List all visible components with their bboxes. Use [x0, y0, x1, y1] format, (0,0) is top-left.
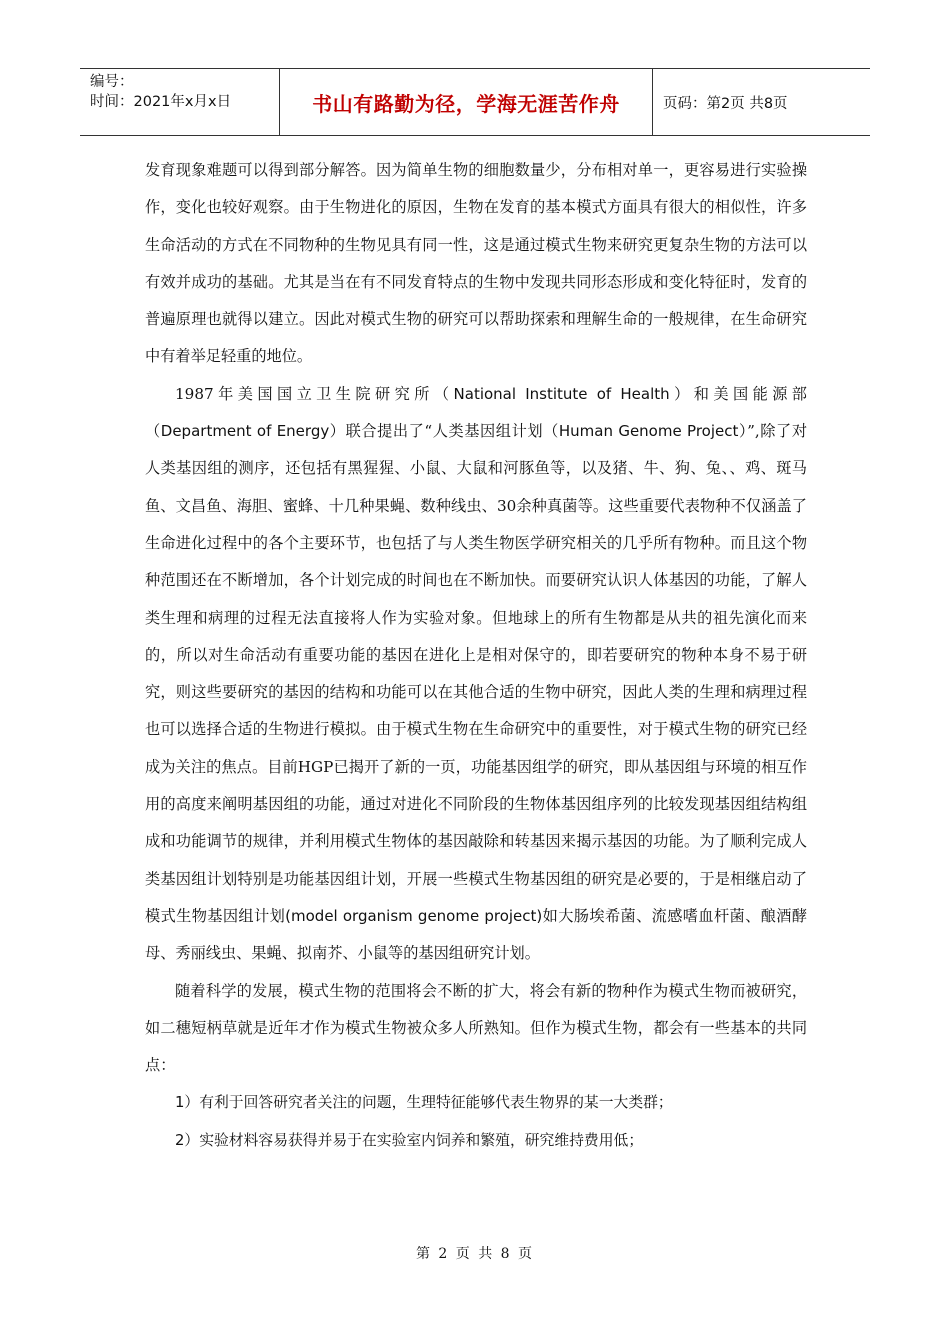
document-body [145, 152, 807, 1159]
header-page-info: 页码：第2页 共8页 [663, 95, 788, 112]
page-footer: 第 2 页 共 8 页 [415, 1246, 535, 1262]
header-table [80, 68, 870, 136]
document-date: 时间：2021年x月x日 [90, 94, 232, 110]
paragraph-2 [145, 376, 807, 973]
org-name-doe: Department of Energy [160, 422, 330, 441]
paragraph-2-text-i: 如大肠埃希菌、流感嗜血杆菌、酿酒酵母、秀丽线虫、果蝇、拟南芥、小鼠等的基因组研究计划。 [145, 906, 808, 963]
document-code-label: 编号： [90, 74, 134, 90]
header-meta-cell [80, 69, 280, 135]
paragraph-2-text-g: ）”,除了对人类基因组的测序，还包括有黑猩猩、小鼠、大鼠和河豚鱼等，以及猪、牛、狗、兔、、鸡、斑马鱼、文昌鱼、海胆、蜜蜂、十几种果蝇、数种线虫、30余种真菌等。这些重要代表物种不仅涵盖了生命进化过程中的各个主要环节，也包括了与人类生物医学研究相关的几乎所有物种。而且这个物种范围还在不断增加，各个计划完成的时间也在不断加快。而要研究认识人体基因的功能，了解人类生理和病理的过程无法直接将人作为实验对象。但地球上的所有生物都是从共的祖先演化而来的，所以对生命活动有重要功能的基因在进化上是相对保守的，即若要研究的物种本身不易于研究，则这些要研究的基因的结构和功能可以在其他合适的生物中研究，因此人类的生理和病理过程也可以选择合适的生物进行模拟。由于模式生物在生命研究中的重要性，对于模式生物的研究已经成为关注的焦点。目前HGP已揭开了新的一页，功能基因组学的研究，即从基因组与环境的相互作用的高度来阐明基因组的功能，通过对进化不同阶段的生物体基因组序列的比较发现基因组结构组成和功能调节的规律，并利用模式生物体的基因敲除和转基因来揭示基因的功能。为了顺利完成人类基因组计划特别是功能基因组计划，开展一些模式生物基因组的研究是必要的，于是相继启动了模式生物基因组计划 [145, 422, 808, 925]
project-name-model-organism: (model organism genome project) [285, 906, 543, 925]
paragraph-2-text-e: ）联合提出了“人类基因组计划（ [329, 422, 559, 441]
list-item-1: 1）有利于回答研究者关注的问题，生理特征能够代表生物界的某一大类群； [175, 1094, 673, 1112]
list-item-2: 2）实验材料容易获得并易于在实验室内饲养和繁殖，研究维持费用低； [175, 1131, 644, 1149]
paragraph-2-text-a: 1987年美国国立卫生院研究所（ [175, 384, 454, 403]
paragraph-3: 随着科学的发展，模式生物的范围将会不断的扩大，将会有新的物种作为模式生物而被研究，如二穗短柄草就是近年才作为模式生物被众多人所熟知。但作为模式生物，都会有一些基本的共同点： [145, 981, 807, 1075]
paragraph-2-text-c: ）和美国能源部（ [145, 384, 807, 441]
org-name-nih: National Institute of Health [453, 384, 670, 403]
paragraph-1: 发育现象难题可以得到部分解答。因为简单生物的细胞数量少，分布相对单一，更容易进行实验操作，变化也较好观察。由于生物进化的原因，生物在发育的基本模式方面具有很大的相似性，许多生命活动的方式在不同物种的生物见具有同一性，这是通过模式生物来研究更复杂生物的方法可以有效并成功的基础。尤其是当在有不同发育特点的生物中发现共同形态形成和变化特征时，发育的普遍原理也就得以建立。因此对模式生物的研究可以帮助探索和理解生命的一般规律，在生命研究中有着举足轻重的地位。 [145, 161, 807, 366]
header-motto: 书山有路勤为径，学海无涯苦作舟 [280, 69, 653, 135]
project-name-hgp: Human Genome Project [558, 422, 739, 441]
